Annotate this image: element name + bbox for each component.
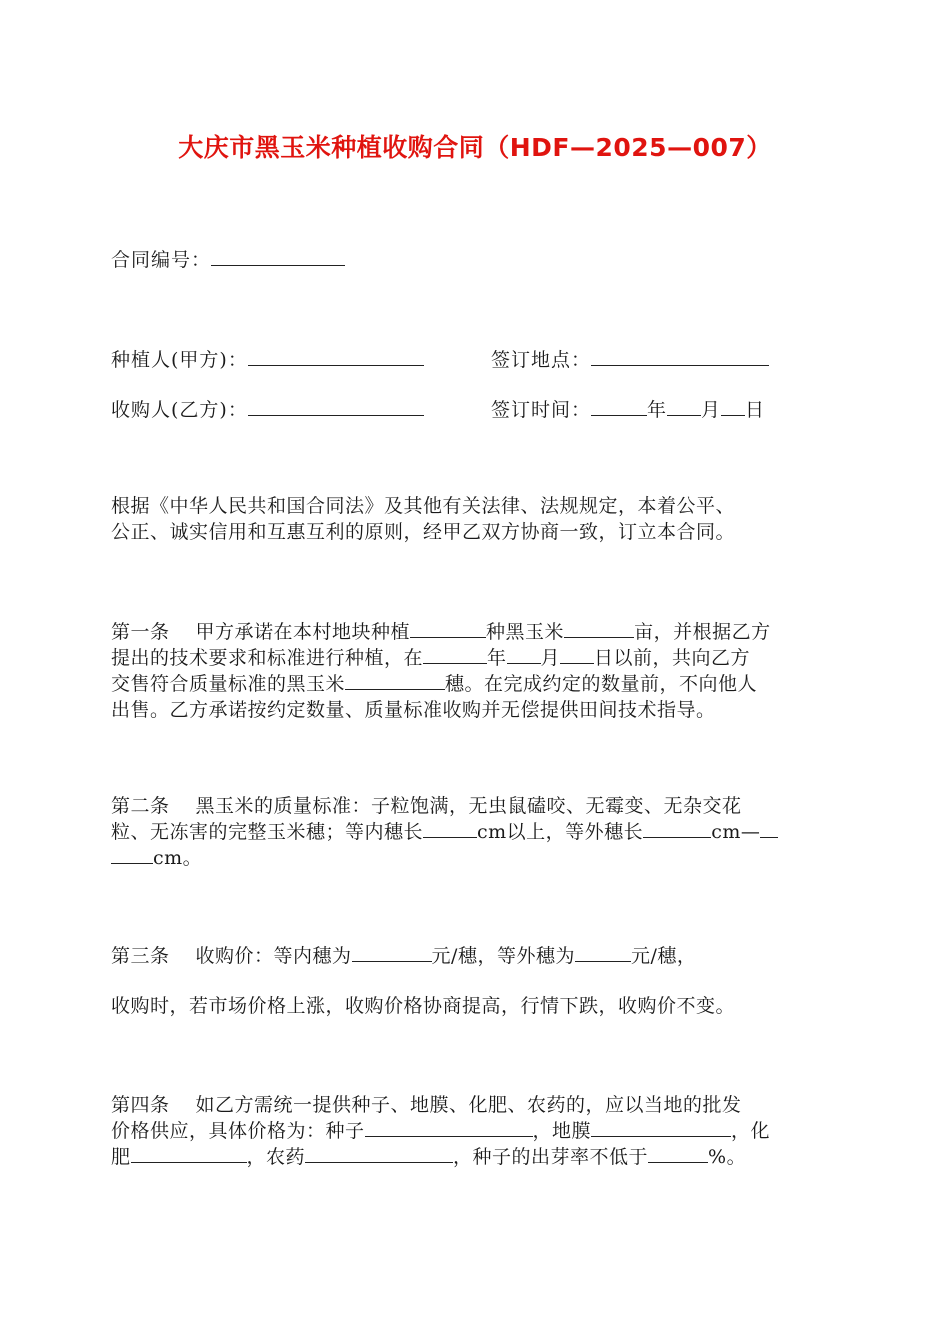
intro-paragraph xyxy=(111,493,841,545)
contract-number-line xyxy=(111,245,345,272)
article-2 xyxy=(111,793,841,871)
area-blank[interactable] xyxy=(564,619,634,638)
contract-number-blank[interactable] xyxy=(211,247,345,266)
contract-number-label: 合同编号： xyxy=(111,249,212,271)
grower-blank[interactable] xyxy=(248,347,424,366)
article-2-line-1: 第二条 黑玉米的质量标准：子粒饱满，无虫鼠磕咬、无霉变、无杂交花 xyxy=(111,795,742,817)
germination-rate-blank[interactable] xyxy=(648,1144,708,1163)
time-day-blank[interactable] xyxy=(721,397,745,416)
pesticide-price-blank[interactable] xyxy=(305,1144,453,1163)
place-blank[interactable] xyxy=(591,347,769,366)
fertilizer-price-blank[interactable] xyxy=(131,1144,247,1163)
buyer-label: 收购人(乙方)： xyxy=(111,399,248,421)
time-day-unit: 日 xyxy=(745,399,766,421)
deadline-month-blank[interactable] xyxy=(507,645,541,664)
grade-length-blank[interactable] xyxy=(423,819,477,838)
article-3 xyxy=(111,943,841,1019)
article-4-line-1: 第四条 如乙方需统一提供种子、地膜、化肥、农药的，应以当地的批发 xyxy=(111,1094,742,1116)
buyer-line xyxy=(111,395,424,422)
article-1 xyxy=(111,619,841,723)
time-year-blank[interactable] xyxy=(591,397,647,416)
grower-line xyxy=(111,345,424,372)
grade-price-blank[interactable] xyxy=(352,943,432,962)
article-1-line-2: 提出的技术要求和标准进行种植，在 年 月 日以前，共向乙方 xyxy=(111,647,751,669)
article-1-line-4: 出售。乙方承诺按约定数量、质量标准收购并无偿提供田间技术指导。 xyxy=(111,699,716,721)
article-4-line-3: 肥 ，农药 ，种子的出芽率不低于 %。 xyxy=(111,1146,747,1168)
article-3-line-2: 收购时，若市场价格上涨，收购价格协商提高，行情下跌，收购价不变。 xyxy=(111,995,736,1017)
offgrade-length-max-blank-b[interactable] xyxy=(111,845,153,864)
offgrade-length-max-blank-a[interactable] xyxy=(760,819,778,838)
place-line xyxy=(491,345,769,372)
buyer-blank[interactable] xyxy=(248,397,424,416)
ear-count-blank[interactable] xyxy=(345,671,445,690)
place-label: 签订地点： xyxy=(491,349,592,371)
article-1-line-3: 交售符合质量标准的黑玉米 穗。在完成约定的数量前，不向他人 xyxy=(111,673,758,695)
time-label: 签订时间： xyxy=(491,399,592,421)
intro-line-2: 公正、诚实信用和互惠互利的原则，经甲乙双方协商一致，订立本合同。 xyxy=(111,521,736,543)
intro-line-1: 根据《中华人民共和国合同法》及其他有关法律、法规规定，本着公平、 xyxy=(111,495,736,517)
time-line xyxy=(491,395,765,422)
offgrade-price-blank[interactable] xyxy=(575,943,631,962)
grower-label: 种植人(甲方)： xyxy=(111,349,248,371)
article-2-line-3: cm。 xyxy=(111,845,841,871)
article-2-line-2: 粒、无冻害的完整玉米穗；等内穗长 cm以上，等外穗长 cm— xyxy=(111,819,841,845)
article-4 xyxy=(111,1092,841,1170)
deadline-day-blank[interactable] xyxy=(560,645,594,664)
time-month-unit: 月 xyxy=(701,399,722,421)
offgrade-length-min-blank[interactable] xyxy=(643,819,711,838)
time-year-unit: 年 xyxy=(647,399,668,421)
deadline-year-blank[interactable] xyxy=(423,645,487,664)
article-1-line-1: 第一条 甲方承诺在本村地块种植 种黑玉米 亩，并根据乙方 xyxy=(111,621,771,643)
film-price-blank[interactable] xyxy=(591,1118,731,1137)
variety-blank[interactable] xyxy=(410,619,486,638)
article-3-line-1: 第三条 收购价：等内穗为 元/穗，等外穗为 元/穗， xyxy=(111,945,697,967)
document-title: 大庆市黑玉米种植收购合同（HDF—2025—007） xyxy=(178,133,772,162)
time-month-blank[interactable] xyxy=(667,397,701,416)
article-4-line-2: 价格供应，具体价格为：种子 ，地膜 ，化 xyxy=(111,1120,771,1142)
seed-price-blank[interactable] xyxy=(365,1118,533,1137)
